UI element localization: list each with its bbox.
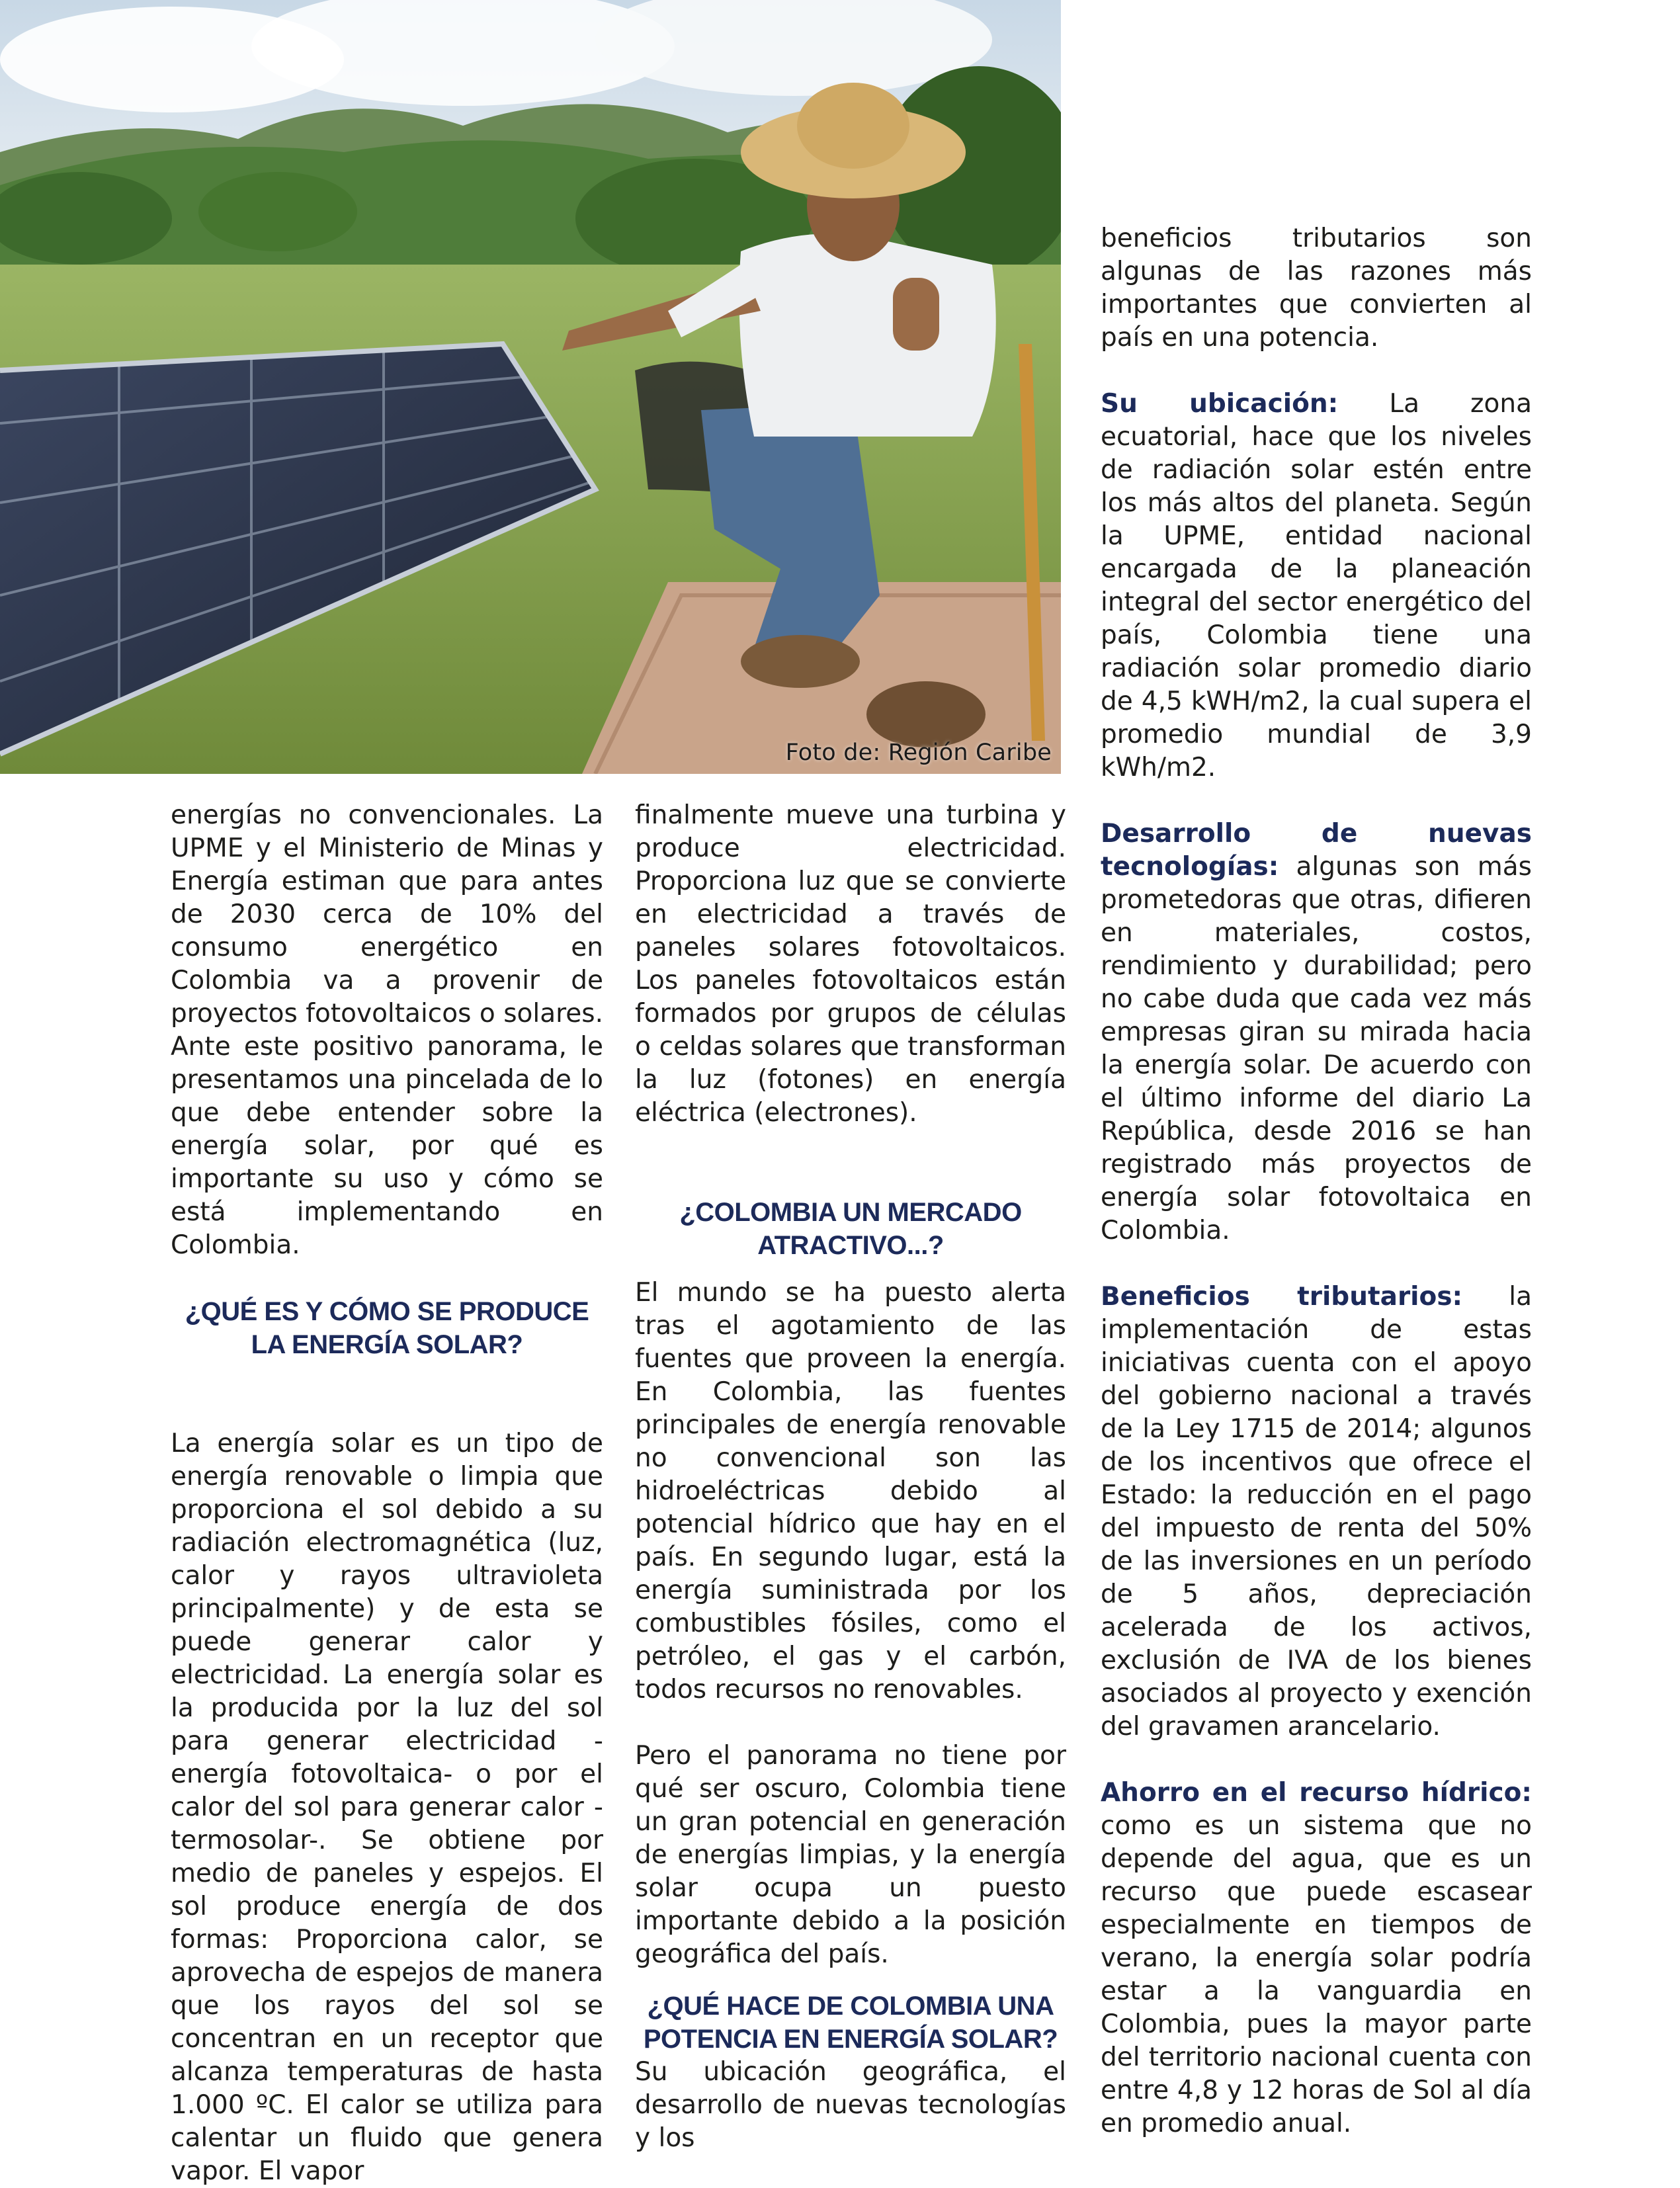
column1-intro: energías no convencionales. La UPME y el Ministerio de Minas y Energía estiman que para antes de 2030 cerca de 10% del consumo energético en Colombia va a provenir de proyectos fotovoltaicos o solares. Ante este positivo panorama, le presentamos una pincelada de lo que debe entender sobre la energía solar, por qué es importante su uso y cómo se está implementando en Colombia. xyxy=(171,800,603,1260)
section-ahorro-hidrico xyxy=(1101,1777,1532,2140)
column2-intro: finalmente mueve una turbina y produce electricidad. Proporciona luz que se convierte en electricidad a través de paneles solares fotovoltaicos. Los paneles fotovoltaicos están formados por grupos de células o celdas solares que transforman la luz (fotones) en energía eléctrica (electrones). xyxy=(635,800,1066,1128)
text-ahorro-hidrico: como es un sistema que no depende del agua, que es un recurso que puede escasear especialmente en tiempos de verano, la energía solar podría estar a la vanguardia en Colombia, pues la mayor parte del territorio nacional cuenta con entre 4,8 y 12 horas de Sol al día en promedio anual. xyxy=(1101,1811,1532,2138)
text-nuevas-tecnologias: algunas son más prometedoras que otras, difieren en materiales, costos, rendimiento y durabilidad; pero no cabe duda que cada vez más empresas giran su mirada hacia la energía solar. De acuerdo con el último informe del diario La República, desde 2016 se han registrado más proyectos de energía solar fotovoltaica en Colombia. xyxy=(1101,852,1532,1245)
column3-intro: beneficios tributarios son algunas de las razones más importantes que convierten al país en una potencia. xyxy=(1101,224,1532,353)
article-column-3 xyxy=(1101,222,1532,2140)
column2-para-1: El mundo se ha puesto alerta tras el agotamiento de las fuentes que proveen la energía. En Colombia, las fuentes principales de energía renovable no convencional son las hidroeléctricas debido al potencial hídrico que hay en el país. En segundo lugar, está la energía suministrada por los combustibles fósiles, como el petróleo, el gas y el carbón, todos recursos no renovables. xyxy=(635,1278,1066,1704)
text-ubicacion: La zona ecuatorial, hace que los niveles de radiación solar estén entre los más altos del planeta. Según la UPME, entidad nacional encargada de la planeación integral del sector energético del país, Colombia tiene una radiación solar promedio diario de 4,5 kWH/m2, la cual supera el promedio mundial de 3,9 kWh/m2. xyxy=(1101,389,1532,782)
article-column-2 xyxy=(635,799,1066,2155)
text-beneficios-tributarios: la implementación de estas iniciativas cuenta con el apoyo del gobierno nacional a través de la Ley 1715 de 2014; algunos de los incentivos que ofrece el Estado: la reducción en el pago del impuesto de renta del 50% de las inversiones en un período de 5 años, depreciación acelerada de los activos, exclusión de IVA de los bienes asociados al proyecto y exención del gravamen arancelario. xyxy=(1101,1282,1532,1742)
section-ubicacion xyxy=(1101,388,1532,784)
lead-ahorro-hidrico: Ahorro en el recurso hídrico: xyxy=(1101,1778,1532,1808)
lead-ubicacion: Su ubicación: xyxy=(1101,389,1339,419)
article-column-1 xyxy=(171,799,603,2188)
section-beneficios-tributarios xyxy=(1101,1281,1532,1744)
hero-photo xyxy=(0,0,1061,774)
lead-nuevas-tecnologias: Desarrollo de nuevas tecnologías: xyxy=(1101,819,1532,882)
photo-credit: Foto de: Región Caribe xyxy=(785,739,1052,766)
column1-body: La energía solar es un tipo de energía renovable o limpia que proporciona el sol debido a su radiación electromagnética (luz, calor y rayos ultravioleta principalmente) y de esta se puede generar calor y electricidad. La energía solar es la producida por la luz del sol para generar electricidad -energía fotovoltaica- o por el calor del sol para generar calor -termosolar-. Se obtiene por medio de paneles y espejos. El sol produce energía de dos formas: Proporciona calor, se aprovecha de espejos de manera que los rayos del sol se concentran en un receptor que alcanza temperaturas de hasta 1.000 ºC. El calor se utiliza para calentar un fluido que genera vapor. El vapor xyxy=(171,1429,603,2186)
section-heading-mercado-atractivo: ¿COLOMBIA UN MERCADO ATRACTIVO...? xyxy=(679,1198,1022,1260)
solar-farmer-illustration xyxy=(0,0,1061,774)
column2-para-3: Su ubicación geográfica, el desarrollo de nuevas tecnologías y los xyxy=(635,2057,1066,2153)
section-heading-potencia-solar: ¿QUÉ HACE DE COLOMBIA UNA POTENCIA EN ENERGÍA SOLAR? xyxy=(643,1992,1058,2054)
section-heading-que-es: ¿QUÉ ES Y CÓMO SE PRODUCE LA ENERGÍA SOLAR? xyxy=(185,1297,589,1359)
section-nuevas-tecnologias xyxy=(1101,818,1532,1247)
column2-para-2: Pero el panorama no tiene por qué ser oscuro, Colombia tiene un gran potencial en generación de energías limpias, y la energía solar ocupa un puesto importante debido a la posición geográfica del país. xyxy=(635,1741,1066,1969)
lead-beneficios-tributarios: Beneficios tributarios: xyxy=(1101,1282,1463,1312)
